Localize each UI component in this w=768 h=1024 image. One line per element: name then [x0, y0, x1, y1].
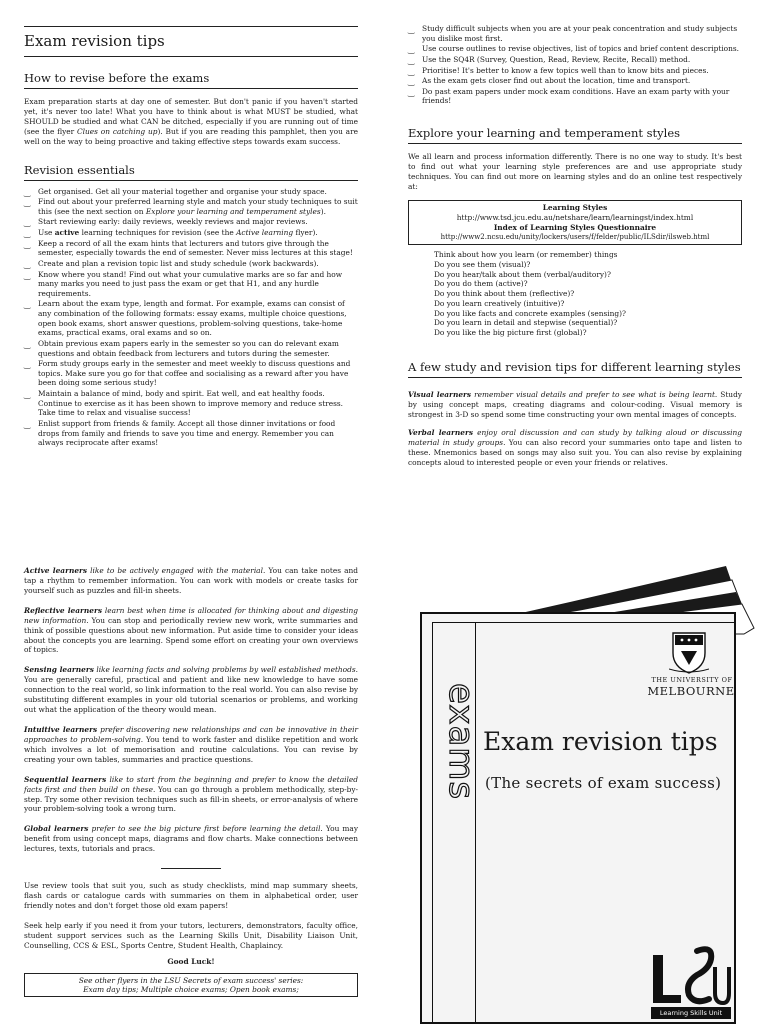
- box-title-ils-questionnaire: Index of Learning Styles Questionnaire: [493, 222, 657, 232]
- explore-paragraph: We all learn and process information differently. There is no one way to study. It's best to find out what your learning style preferences are and use appropriate study techniques. You can find out more on learning styles and do an online test respectively at:: [408, 152, 742, 191]
- active-learners-paragraph: Active learners like to be actively engaged with the material. You can take notes and tap a rhythm to remember information. You can work with models or create tasks for yourself such as puzzles and fill-in sheets.: [24, 566, 358, 595]
- question-line: Do you do them (active)?: [434, 279, 528, 289]
- review-tools-paragraph: Use review tools that suit you, such as study checklists, mind map summary sheets, flash cards or catalogue cards with summaries on them in alphabetical order, user friendly notes and don't forget those old exam papers!: [24, 881, 358, 910]
- page-title: Exam revision tips: [24, 32, 165, 50]
- essential-item: ‿ Use active learning techniques for revision (see the Active learning flyer).: [24, 228, 318, 239]
- essential-item: ‿ Know where you stand! Find out what your cumulative marks are so far and how many marks you need to just pass the exam or get that H1, and any hurdle requirements.: [24, 269, 343, 298]
- bullet-marker: ‿: [408, 77, 415, 87]
- university-small-label: THE UNIVERSITY OF: [651, 676, 733, 684]
- questions-list: [408, 250, 742, 338]
- lsu-logo-mark: [651, 945, 731, 1007]
- bullet-marker: ‿: [24, 300, 31, 310]
- tip-item: ‿ Prioritise! It's better to know a few topics well than to know bits and pieces.: [408, 65, 709, 76]
- lsu-unit-label: Learning Skills Unit: [651, 1007, 731, 1019]
- box-title-learning-styles: Learning Styles: [542, 202, 608, 212]
- tip-item: ‿ Do past exam papers under mock exam conditions. Have an exam party with your friends!: [408, 86, 730, 106]
- bullet-marker: ‿: [408, 55, 415, 65]
- question-line: Think about how you learn (or remember) things: [434, 250, 618, 260]
- bullet-marker: ‿: [24, 339, 31, 349]
- tips-list: [408, 24, 742, 106]
- reflective-learners-paragraph: Reflective learners learn best when time is allocated for thinking about and digesting new information. You can stop and periodically review new work, write summaries and think of possible questions about new information. Put aside time to consider your ideas about the concepts you are learning. Spend some effort on creating your own overviews of topics.: [24, 605, 358, 655]
- left-column: [24, 26, 358, 449]
- question-line: Do you hear/talk about them (verbal/auditory)?: [434, 269, 611, 279]
- other-flyers-list: Exam day tips; Multiple choice exams; Open book exams;: [83, 985, 299, 995]
- essential-item: ‿ Form study groups early in the semester and meet weekly to discuss questions and topics. Make sure you go for that coffee and socialising as a reward after you have been doing some serious study!: [24, 359, 351, 388]
- sequential-learners-paragraph: Sequential learners like to start from the beginning and prefer to know the detailed facts first and then build on these. You can go through a problem methodically, step-by-step. Try some other revision techniques such as fill-in sheets, or error-analysis of where your problem-solving took a wrong turn.: [24, 774, 358, 814]
- tip-item: ‿ Study difficult subjects when you are at your peak concentration and study subjects you dislike most first.: [408, 24, 738, 43]
- bullet-marker: ‿: [24, 239, 31, 249]
- tip-item: ‿ As the exam gets closer find out about the location, time and transport.: [408, 76, 691, 87]
- visual-learners-paragraph: Visual learners remember visual details and prefer to see what is being learnt. Study by using concept maps, creating diagrams and colour-coding. Visual memory is strongest in 3-D so spend some time constructing your own mental images of concepts.: [408, 389, 742, 419]
- bullet-marker: ‿: [408, 87, 415, 97]
- university-crest-icon: [669, 629, 709, 675]
- booklet-cover: [420, 612, 736, 1024]
- essential-item: ‿ Obtain previous exam papers early in the semester so you can do relevant exam questions and obtain feedback from lecturers and tutors during the semester.: [24, 338, 339, 358]
- global-learners-paragraph: Global learners prefer to see the big picture first before learning the detail. You may benefit from using concept maps, diagrams and flow charts. Make connections between lectures, texts, tutorials and pracs.: [24, 824, 358, 854]
- link-ils-questionnaire[interactable]: http://www2.ncsu.edu/unity/lockers/users/f/felder/public/ILSdir/ilsweb.html: [440, 232, 710, 241]
- verbal-learners-paragraph: Verbal learners enjoy oral discussion and can study by talking aloud or discussing material in study groups. You can also record your summaries onto tape and listen to these. Mnemonics based on songs may also suit you. You can also revise by explaining concepts aloud to interested people or even your friends or relatives.: [408, 427, 743, 467]
- link-learning-styles[interactable]: http://www.tsd.jcu.edu.au/netshare/learn/learningst/index.html: [456, 212, 694, 222]
- learning-styles-links-box: [408, 200, 742, 245]
- lsu-logo: [651, 945, 731, 1023]
- bullet-marker: ‿: [24, 259, 31, 269]
- bullet-marker: ‿: [408, 25, 415, 34]
- section-heading-revise-before: How to revise before the exams: [24, 71, 358, 89]
- cover-inner-frame: [432, 622, 736, 1022]
- bullet-marker: ‿: [24, 229, 31, 239]
- cover-title: Exam revision tips: [483, 727, 718, 756]
- question-line: Do you like facts and concrete examples (sensing)?: [434, 308, 626, 318]
- question-line: Do you think about them (reflective)?: [434, 289, 575, 299]
- essential-item: ‿ Learn about the exam type, length and format. For example, exams can consist of any combination of the following formats: essay exams, multiple choice questions, open book exams, short answer questions, problem-solving questions, take-home exams, practical exams, oral exams and so on.: [24, 299, 347, 338]
- intuitive-learners-paragraph: Intuitive learners prefer discovering new relationships and can be innovative in their approaches to problem-solving. You tend to work faster and dislike repetition and work which involves a lot of memorisation and routine calculations. You can revise by creating your own tables, summaries and practice questions.: [24, 724, 358, 764]
- essential-item: ‿ Start reviewing early: daily reviews, weekly reviews and major reviews.: [24, 217, 308, 228]
- bullet-marker: ‿: [24, 198, 31, 208]
- essential-item: ‿ Maintain a balance of mind, body and spirit. Eat well, and eat healthy foods. Continue to exercise as it has been shown to improve memory and reduce stress. Take time to relax and visualise success!: [24, 389, 344, 418]
- seek-help-paragraph: Seek help early if you need it from your tutors, lecturers, demonstrators, faculty office, student support services such as the Learning Skills Unit, Disability Liaison Unit, Counselling, CCS & ESL, Sports Centre, Student Health, Chaplaincy.: [24, 920, 358, 950]
- bullet-marker: ‿: [24, 270, 31, 280]
- cover-spine-text: exams: [441, 683, 481, 801]
- bullet-marker: ‿: [24, 360, 31, 370]
- bullet-marker: ‿: [24, 419, 31, 429]
- essential-item: ‿ Keep a record of all the exam hints that lecturers and tutors give through the semester, especially towards the end of semester. Never miss lectures at this stage!: [24, 238, 353, 258]
- right-column: [408, 24, 742, 467]
- essential-item: ‿ Find out about your preferred learning style and match your study techniques to suit this (see the next section on Explore your learning and temperament styles).: [24, 197, 358, 216]
- good-luck-text: Good Luck!: [167, 956, 215, 966]
- bullet-marker: ‿: [408, 45, 415, 55]
- section-separator: [161, 868, 221, 869]
- university-name: MELBOURNE: [647, 684, 735, 698]
- essential-item: ‿ Get organised. Get all your material together and organise your study space.: [24, 186, 327, 197]
- bullet-marker: ‿: [24, 187, 31, 197]
- tip-item: ‿ Use course outlines to revise objectives, list of topics and brief content descriptions.: [408, 44, 740, 55]
- other-flyers-box: [24, 973, 358, 997]
- cover-subtitle: (The secrets of exam success): [485, 774, 722, 792]
- question-line: Do you learn in detail and stepwise (sequential)?: [434, 318, 618, 328]
- bullet-marker: ‿: [408, 66, 415, 76]
- tip-item: ‿ Use the SQ4R (Survey, Question, Read, Review, Recite, Recall) method.: [408, 54, 691, 65]
- sensing-learners-paragraph: Sensing learners like learning facts and solving problems by well established methods. You are generally careful, practical and patient and like new knowledge to have some connection to the real world, so link information to the real world. You can also revise by substituting different examples in your old tutorial scenarios or problems, and working out what the application of the theory would mean.: [24, 665, 358, 715]
- section-heading-revision-essentials: Revision essentials: [24, 163, 358, 181]
- bullet-marker: ‿: [24, 390, 31, 400]
- essential-item: ‿ Create and plan a revision topic list and study schedule (work backwards).: [24, 258, 319, 269]
- intro-paragraph: Exam preparation starts at day one of semester. But don't panic if you haven't started yet, it's never too late! What you have to think about is what MUST be studied, what SHOULD be studied and what CAN be ditched, especially if you are running out of time (see the flyer Clues on catching up). But if you are reading this pamphlet, then you are well on the way to being proactive and taking effective steps towards exam success.: [24, 97, 358, 146]
- essentials-list: [24, 187, 358, 448]
- bullet-marker: ‿: [24, 218, 31, 228]
- title-bottom-rule: [24, 56, 358, 57]
- other-flyers-heading: See other flyers in the LSU Secrets of exam success' series:: [78, 975, 304, 985]
- section-heading-explore: Explore your learning and temperament styles: [408, 126, 742, 144]
- section-heading-learning-styles-tips: A few study and revision tips for different learning styles: [408, 360, 742, 378]
- essential-item: ‿ Enlist support from friends & family. Accept all those dinner invitations or food drops from family and friends to save you time and energy. Remember you can always reciprocate after exams!: [24, 418, 336, 448]
- bottom-left-column: [24, 566, 358, 997]
- question-line: Do you learn creatively (intuitive)?: [434, 298, 565, 308]
- question-line: Do you like the big picture first (global)?: [434, 328, 587, 338]
- question-line: Do you see them (visual)?: [434, 259, 531, 269]
